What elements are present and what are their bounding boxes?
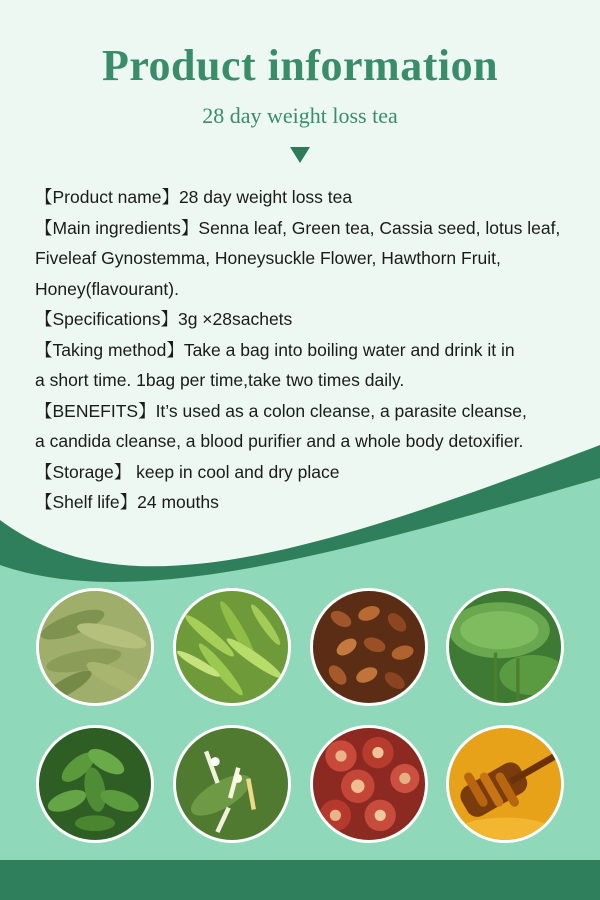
- down-triangle-icon: [290, 147, 310, 163]
- info-line: 【Specifications】3g ×28sachets: [35, 309, 293, 329]
- info-line: 【Shelf life】24 mouths: [35, 492, 219, 512]
- honeysuckle-photo: [173, 725, 291, 843]
- info-line: 【Taking method】Take a bag into boiling water and drink it in: [35, 339, 515, 360]
- info-line: Honey(flavourant).: [35, 278, 179, 299]
- senna-leaf-photo: [36, 588, 154, 706]
- page-subtitle: 28 day weight loss tea: [202, 103, 398, 128]
- info-line: 【BENEFITS】It’s used as a colon cleanse, a parasite cleanse,: [35, 400, 527, 421]
- info-line: a candida cleanse, a blood purifier and a whole body detoxifier.: [35, 431, 524, 451]
- info-line: 【Product name】28 day weight loss tea: [35, 187, 353, 207]
- info-line: a short time. 1bag per time,take two times daily.: [35, 370, 405, 390]
- gynostemma-photo: [36, 725, 154, 843]
- ingredient-photo-grid: [0, 583, 600, 853]
- product-info-block: [35, 182, 595, 518]
- lotus-leaf-photo: [446, 588, 564, 706]
- cassia-seed-photo: [310, 588, 428, 706]
- green-tea-photo: [173, 588, 291, 706]
- bottom-bar: [0, 860, 600, 900]
- page-title: Product information: [101, 41, 499, 90]
- info-line: Fiveleaf Gynostemma, Honeysuckle Flower, Hawthorn Fruit,: [35, 248, 501, 268]
- hawthorn-photo: [310, 725, 428, 843]
- info-line: 【Storage】 keep in cool and dry place: [35, 461, 340, 482]
- info-line: 【Main ingredients】Senna leaf, Green tea, Cassia seed, lotus leaf,: [35, 217, 561, 238]
- honey-photo: [446, 725, 564, 843]
